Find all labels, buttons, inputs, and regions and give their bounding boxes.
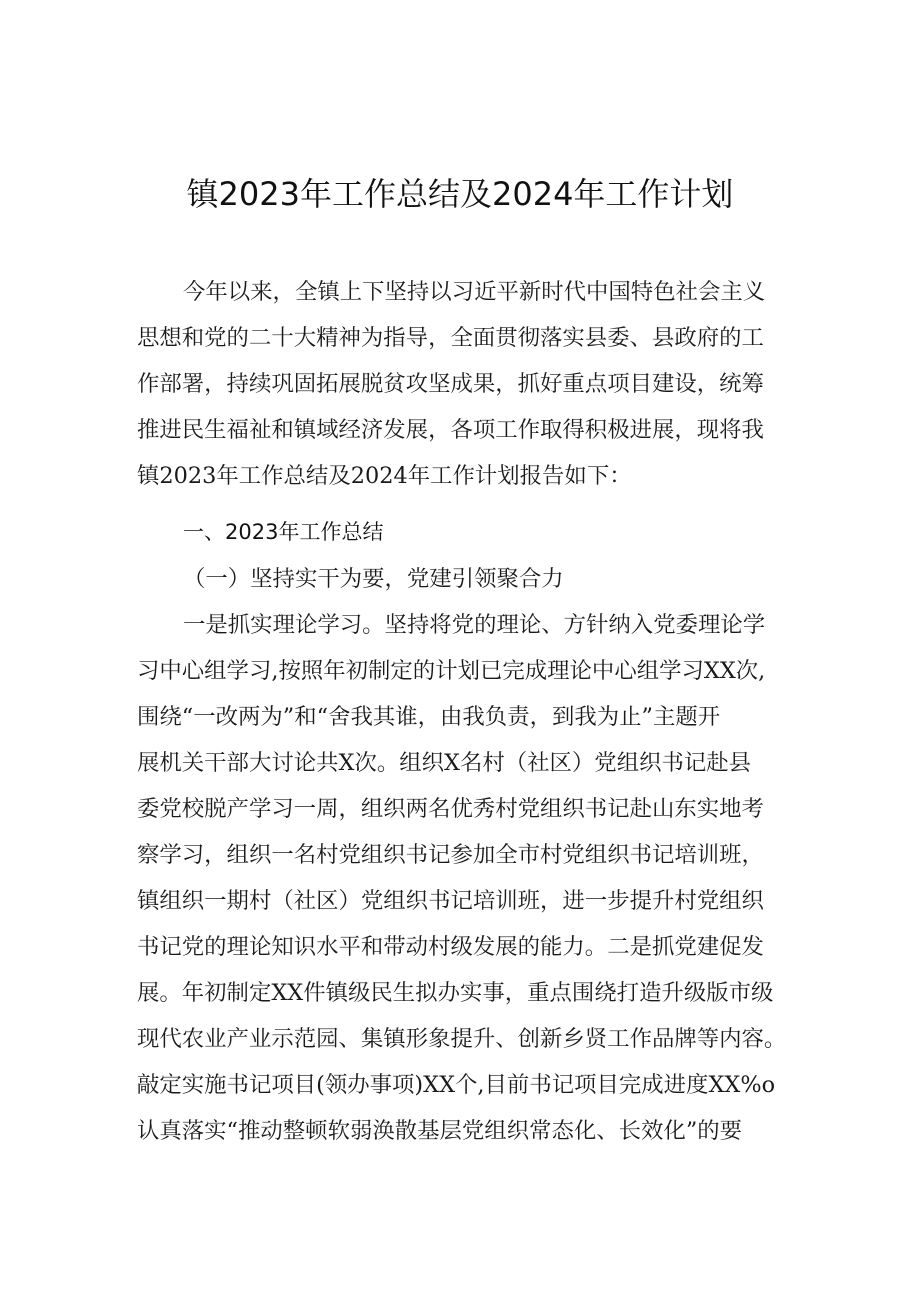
- intro-line: 思想和党的二十大精神为指导，全面贯彻落实县委、县政府的工: [137, 325, 764, 351]
- subsection-heading: （一）坚持实干为要，党建引领聚合力: [183, 566, 564, 592]
- paragraph-line: 察学习，组织一名村党组织书记参加全市村党组织书记培训班，: [137, 842, 764, 868]
- intro-line: 今年以来，全镇上下坚持以习近平新时代中国特色社会主义: [183, 279, 766, 305]
- document-title: 镇2023年工作总结及2024年工作计划: [186, 175, 734, 213]
- intro-line: 镇2023年工作总结及2024年工作计划报告如下：: [137, 463, 632, 489]
- paragraph-line: 展机关干部大讨论共X次。组织X名村（社区）党组织书记赴县: [137, 750, 752, 776]
- paragraph-line: 镇组织一期村（社区）党组织书记培训班，进一步提升村党组织: [137, 888, 764, 914]
- intro-line: 推进民生福祉和镇域经济发展，各项工作取得积极进展，现将我: [137, 417, 764, 443]
- paragraph-line: 委党校脱产学习一周，组织两名优秀村党组织书记赴山东实地考: [137, 796, 764, 822]
- paragraph-line: 敲定实施书记项目(领办事项)XX个,目前书记项目完成进度XX%o: [137, 1072, 776, 1098]
- paragraph-line: 展。年初制定XX件镇级民生拟办实事，重点围绕打造升级版市级: [137, 980, 774, 1006]
- paragraph-line: 现代农业产业示范园、集镇形象提升、创新乡贤工作品牌等内容。: [137, 1026, 787, 1052]
- intro-line: 作部署，持续巩固拓展脱贫攻坚成果，抓好重点项目建设，统筹: [137, 371, 764, 397]
- paragraph-line: 习中心组学习,按照年初制定的计划已完成理论中心组学习XX次,: [137, 658, 766, 684]
- paragraph-line: 围绕“一改两为”和“舍我其谁，由我负责，到我为止”主题开: [137, 704, 721, 730]
- paragraph-line: 书记党的理论知识水平和带动村级发展的能力。二是抓党建促发: [137, 934, 764, 960]
- paragraph-line: 一是抓实理论学习。坚持将党的理论、方针纳入党委理论学: [183, 612, 766, 638]
- section-heading: 一、2023年工作总结: [183, 520, 384, 544]
- paragraph-line: 认真落实“推动整顿软弱涣散基层党组织常态化、长效化”的要: [137, 1118, 743, 1144]
